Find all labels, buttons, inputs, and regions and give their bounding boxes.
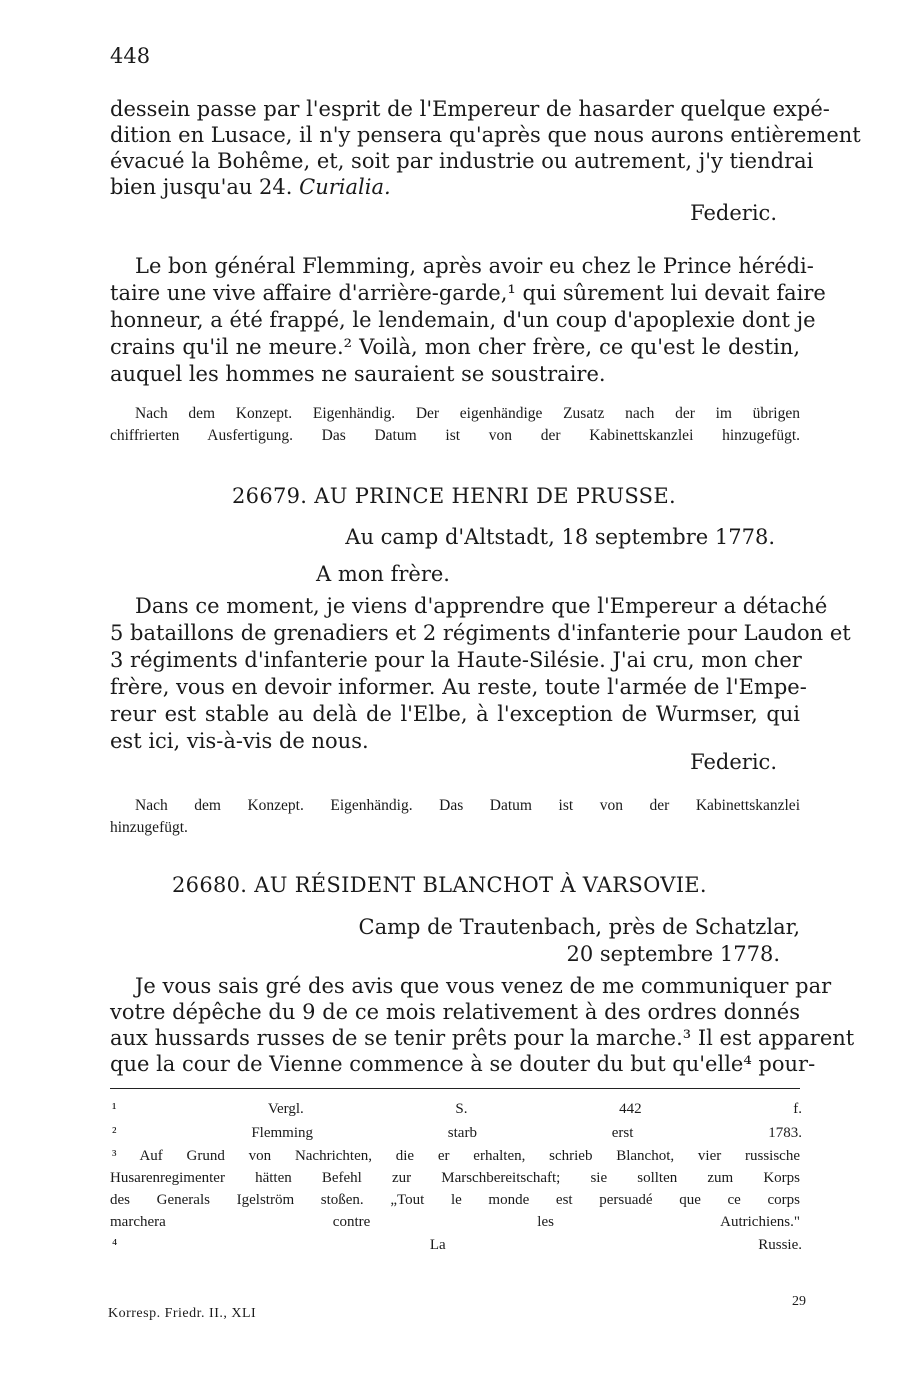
signature-mark: 29 [792, 1294, 806, 1309]
text-line: 3 régiments d'infanterie pour la Haute-Silésie. J'ai cru, mon cher [110, 648, 802, 672]
text-line: que la cour de Vienne commence à se douter du but qu'elle⁴ pour- [110, 1052, 816, 1076]
letter-heading: 26679. AU PRINCE HENRI DE PRUSSE. [232, 484, 676, 508]
dateline: 20 septembre 1778. [566, 942, 780, 966]
editorial-note: hinzugefügt. [110, 819, 188, 836]
text-line: est ici, vis-à-vis de nous. [110, 729, 369, 753]
page-number: 448 [110, 44, 151, 68]
dateline: Au camp d'Altstadt, 18 septembre 1778. [345, 525, 775, 549]
italic-word: Curialia. [299, 175, 391, 199]
footnote: des Generals Igelström stoßen. „Tout le monde est persuadé que ce corps [110, 1192, 800, 1208]
footnote: ¹ Vergl. S. 442 f. [112, 1101, 802, 1117]
text-line: auquel les hommes ne sauraient se soustraire. [110, 362, 606, 386]
footnote: marchera contre les Autrichiens." [110, 1214, 800, 1230]
text-line: taire une vive affaire d'arrière-garde,¹ qui sûrement lui devait faire [110, 281, 826, 305]
text-line: Je vous sais gré des avis que vous venez de me communiquer par [135, 974, 832, 998]
footnote-rule [110, 1088, 800, 1089]
text-line: crains qu'il ne meure.² Voilà, mon cher frère, ce qu'est le destin, [110, 335, 800, 359]
text-line: votre dépêche du 9 de ce mois relativement à des ordres donnés [110, 1000, 800, 1024]
salutation: A mon frère. [316, 562, 450, 586]
text-line: Dans ce moment, je viens d'apprendre que l'Empereur a détaché [135, 594, 828, 618]
editorial-note: chiffrierten Ausfertigung. Das Datum ist von der Kabinettskanzlei hinzugefügt. [110, 427, 800, 444]
text-line: honneur, a été frappé, le lendemain, d'un coup d'apoplexie dont je [110, 308, 816, 332]
footnote: ⁴ La Russie. [112, 1237, 802, 1253]
text-line: Le bon général Flemming, après avoir eu chez le Prince hérédi- [135, 254, 814, 278]
text-line: frère, vous en devoir informer. Au reste, toute l'armée de l'Empe- [110, 675, 807, 699]
letter-heading: 26680. AU RÉSIDENT BLANCHOT À VARSOVIE. [172, 873, 707, 897]
editorial-note: Nach dem Konzept. Eigenhändig. Der eigenhändige Zusatz nach der im übrigen [135, 405, 800, 422]
dateline: Camp de Trautenbach, près de Schatzlar, [358, 915, 800, 939]
text-line: dessein passe par l'esprit de l'Empereur de hasarder quelque expé- [110, 97, 830, 121]
text-line: reur est stable au delà de l'Elbe, à l'exception de Wurmser, qui [110, 702, 800, 726]
text-line: aux hussards russes de se tenir prêts pour la marche.³ Il est apparent [110, 1026, 855, 1050]
footnote: ² Flemming starb erst 1783. [112, 1125, 802, 1141]
text-line [110, 174, 800, 200]
footer-signature: Korresp. Friedr. II., XLI [108, 1306, 257, 1321]
signature: Federic. [690, 201, 777, 225]
text-span: bien jusqu'au 24. [110, 175, 300, 199]
text-line: 5 bataillons de grenadiers et 2 régiments d'infanterie pour Laudon et [110, 621, 851, 645]
footnote: Husarenregimenter hätten Befehl zur Marschbereitschaft; sie sollten zum Korps [110, 1170, 800, 1186]
text-line: évacué la Bohême, et, soit par industrie ou autrement, j'y tiendrai [110, 149, 814, 173]
editorial-note: Nach dem Konzept. Eigenhändig. Das Datum ist von der Kabinettskanzlei [135, 797, 800, 814]
text-line: dition en Lusace, il n'y pensera qu'après que nous aurons entièrement [110, 123, 861, 147]
footnote: ³ Auf Grund von Nachrichten, die er erhalten, schrieb Blanchot, vier russische [112, 1148, 800, 1164]
signature: Federic. [690, 750, 777, 774]
